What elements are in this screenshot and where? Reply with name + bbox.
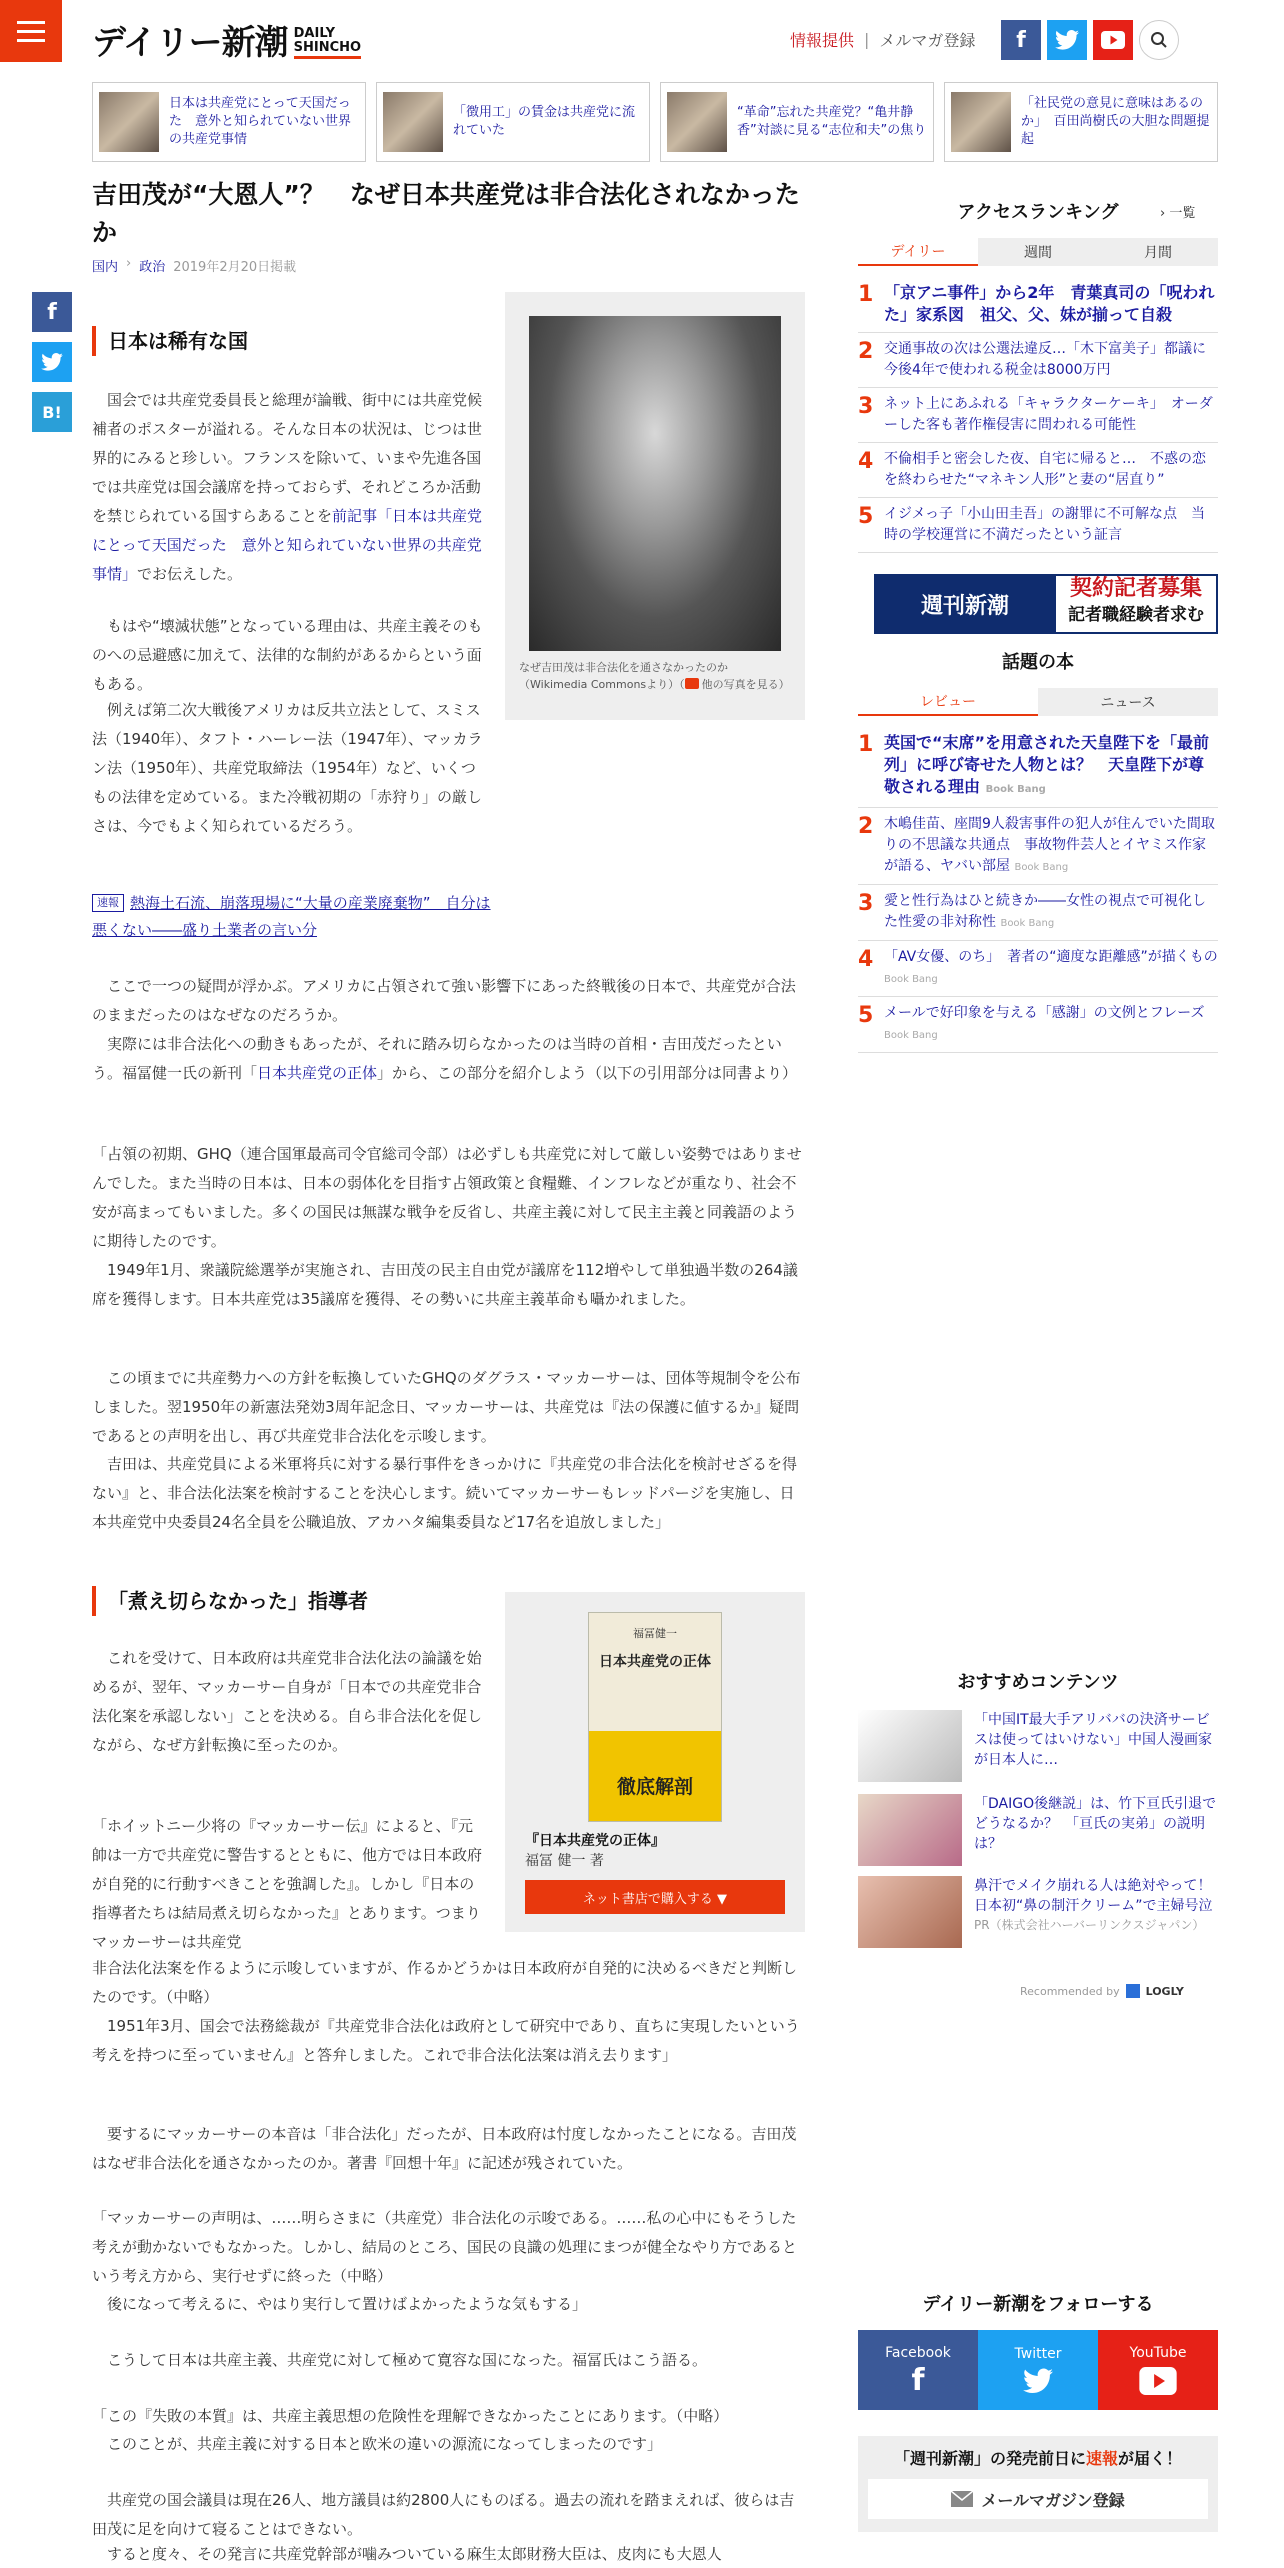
ranking-tabs — [858, 238, 1218, 266]
tab-weekly[interactable]: 週間 — [978, 238, 1098, 266]
book-name: 『日本共産党の正体』 — [525, 1833, 665, 1849]
card-title: 「社民党の意見に意味はあるのか」 百田尚樹氏の大胆な問題提起 — [1021, 96, 1210, 147]
recruit-banner[interactable]: 週刊新潮 契約記者募集 記者職経験者求む — [874, 574, 1218, 634]
book-item[interactable]: 4 「AV女優、のち」 著者の“適度な距離感”が描くもの Book Bang — [858, 941, 1218, 997]
article-paragraph: 要するにマッカーサーの本音は「非合法化」だったが、日本政府は忖度しなかったことになる。吉田茂はなぜ非合法化を通さなかったのか。著書『回想十年』に記述が残されていた。 — [92, 2125, 797, 2172]
youtube-icon[interactable] — [1093, 20, 1133, 60]
quote-paragraph: 「マッカーサーの声明は、……明らさまに（共産党）非合法化の示唆である。……私の心中にもそうした考えが動かないでもなかった。しかし、結局のところ、国民の良識の処理にまつが健全なやり方であるという考え方から、実行せずに終った（中略） — [92, 2209, 798, 2285]
prev-article-link[interactable]: 前記事「日本は共産党にとって天国だった 意外と知られていない世界の共産党事情」 — [92, 507, 483, 583]
mailmag-text: 「週刊新潮」の発売前日に速報が届く！ — [893, 2449, 1183, 2468]
book-item[interactable]: 5 メールで好印象を与える「感謝」の文例とフレーズ Book Bang — [858, 997, 1218, 1053]
section-heading: 「煮え切らなかった」指導者 — [92, 1586, 482, 1616]
twitter-icon[interactable] — [1047, 20, 1087, 60]
related-card[interactable] — [660, 82, 934, 162]
ranking-list — [858, 276, 1218, 553]
share-hatena-icon[interactable]: B! — [32, 392, 72, 432]
ranking-item[interactable]: 3 ネット上にあふれる「キャラクターケーキ」 オーダーした客も著作権侵害に問われる可能性 — [858, 388, 1218, 443]
tab-monthly[interactable]: 月間 — [1098, 238, 1218, 266]
quote-paragraph: 1949年1月、衆議院総選挙が実施され、吉田茂の民主自由党が議席を112増やして単独過半数の264議席を獲得します。日本共産党は35議席を獲得、その勢いに共産主義革命も囁かれました。 — [92, 1261, 798, 1308]
ranking-title: アクセスランキング — [957, 202, 1119, 223]
books-tabs — [858, 688, 1218, 716]
recommend-thumbnail — [858, 1876, 962, 1948]
quote-paragraph: 後になって考えるに、やはり実行して置けばよかったような気もする」 — [92, 2295, 588, 2313]
quote-paragraph: 吉田は、共産党員による米軍将兵に対する暴行事件をきっかけに『共産党の非合法化を検討せざるを得ない』と、非合法化法案を検討することを決心します。続いてマッカーサーもレッドパージを実施し、日本共産党中央委員24名全員を公職追放、アカハタ編集委員など17名を追放しました」 — [92, 1455, 798, 1531]
article-paragraph: もはや“壊滅状態”となっている理由は、共産主義そのものへの忌避感に加えて、法律的な制約があるからという面もある。 — [92, 617, 483, 693]
article-paragraph: すると度々、その発言に共産党幹部が噛みついている麻生太郎財務大臣は、皮肉にも大恩人 — [92, 2545, 722, 2563]
article-paragraph: 実際には非合法化への動きもあったが、それに踏み切らなかったのは当時の首相・吉田茂だったという。福冨健一氏の新刊「日本共産党の正体」から、この部分を紹介しよう（以下の引用部分は同書より） — [92, 1035, 798, 1082]
card-thumbnail — [383, 92, 443, 152]
youtube-icon — [1139, 2367, 1177, 2395]
breaking-news — [92, 890, 492, 944]
book-author: 福冨 健一 著 — [525, 1853, 604, 1869]
logo-text: デイリー新潮 — [92, 23, 288, 63]
photo-caption: なぜ吉田茂は非合法化を通さなかったのか（Wikimedia Commonsより）（ 他の写真を見る） — [519, 661, 790, 691]
quote-paragraph: このことが、共産主義に対する日本と欧米の違いの源流になってしまったのです」 — [92, 2435, 663, 2453]
book-cover[interactable]: 福冨健一 日本共産党の正体 徹底解剖 — [588, 1612, 722, 1822]
card-title: “革命”忘れた共産党？“亀井静香”対談に見る“志位和夫”の焦り — [737, 105, 927, 138]
mailmag-link[interactable]: メルマガ登録 — [879, 31, 976, 50]
share-twitter-icon[interactable] — [32, 342, 72, 382]
header-links — [790, 28, 975, 51]
card-thumbnail — [951, 92, 1011, 152]
quote-paragraph: この頃までに共産勢力への方針を転換していたGHQのダグラス・マッカーサーは、団体等規制令を公布しました。翌1950年の新憲法発効3周年記念日、マッカーサーは、共産党は『法の保護に値するか』疑問であるとの声明を出し、再び共産党非合法化を示唆します。 — [92, 1369, 801, 1445]
books-list — [858, 726, 1218, 1053]
book-link[interactable]: 日本共産党の正体 — [257, 1064, 378, 1082]
books-title: 話題の本 — [1002, 652, 1074, 673]
card-thumbnail — [667, 92, 727, 152]
article-paragraph: 共産党の国会議員は現在26人、地方議員は約2800人にものぼる。過去の流れを踏まえれば、彼らは吉田茂に足を向けて寝ることはできない。 — [92, 2491, 795, 2538]
recommend-item[interactable]: 「中国IT最大手アリババの決済サービスは使ってはいけない」中国人漫画家が日本人に… — [858, 1710, 1218, 1782]
site-logo[interactable] — [92, 22, 361, 64]
twitter-icon — [1023, 2368, 1053, 2394]
link-separator: | — [864, 30, 870, 49]
related-cards — [92, 82, 1218, 162]
logo-en: DAILY SHINCHO — [294, 27, 361, 59]
mail-icon — [951, 2491, 973, 2507]
recommend-thumbnail — [858, 1794, 962, 1866]
publish-date: 2019年2月20日掲載 — [173, 260, 297, 275]
tab-news[interactable]: ニュース — [1038, 688, 1218, 716]
facebook-icon: f — [911, 2363, 925, 2398]
ranking-more-link[interactable]: › 一覧 — [1160, 206, 1196, 221]
book-item[interactable]: 1 英国で“末席”を用意された天皇陛下を「最前列」に呼び寄せた人物とは？ 天皇陛下が尊敬される理由 Book Bang — [858, 726, 1218, 808]
follow-facebook-button[interactable]: Facebook f — [858, 2330, 978, 2410]
recommend-thumbnail — [858, 1710, 962, 1782]
menu-button[interactable] — [0, 0, 62, 62]
ranking-item[interactable]: 2 交通事故の次は公選法違反…「木下富美子」都議に今後4年で使われる税金は8000万円 — [858, 333, 1218, 388]
quote-paragraph: 1951年3月、国会で法務総裁が『共産党非合法化は政府として研究中であり、直ちに実現したいという考えを持つに至っていません』と答弁しました。これで非合法化法案は消え去ります」 — [92, 2017, 800, 2064]
card-title: 日本は共産党にとって天国だった 意外と知られていない世界の共産党事情 — [169, 96, 352, 147]
camera-icon[interactable] — [685, 678, 699, 689]
breaking-link[interactable]: 熱海土石流、崩落現場に“大量の産業廃棄物” 自分は悪くない――盛り土業者の言い分 — [92, 894, 491, 939]
quote-paragraph: 非合法化法案を作るように示唆していますが、作るかどうかは日本政府が自発的に決めるべきだと判断したのです。（中略） — [92, 1959, 798, 2006]
article-paragraph: こうして日本は共産主義、共産党に対して極めて寛容な国になった。福冨氏はこう語る。 — [92, 2351, 708, 2369]
logly-icon — [1126, 1984, 1140, 1998]
tab-review[interactable]: レビュー — [858, 688, 1038, 716]
book-block — [505, 1592, 805, 1932]
share-facebook-icon[interactable]: f — [32, 292, 72, 332]
facebook-icon[interactable]: f — [1001, 20, 1041, 60]
buy-button[interactable]: ネット書店で購入する ▼ — [525, 1880, 785, 1914]
book-item[interactable]: 2 木嶋佳苗、座間9人殺害事件の犯人が住んでいた間取りの不思議な共通点 事故物件芸人とイヤミス作家が語る、ヤバい部屋 Book Bang — [858, 808, 1218, 885]
follow-title: デイリー新潮をフォローする — [922, 2294, 1154, 2315]
ranking-item[interactable]: 1 「京アニ事件」から2年 青葉真司の「呪われた」家系図 祖父、父、妹が揃って自殺 — [858, 276, 1218, 333]
book-item[interactable]: 3 愛と性行為はひと続きか――女性の視点で可視化した性愛の非対称性 Book Bang — [858, 885, 1218, 941]
article-paragraph: 例えば第二次大戦後アメリカは反共立法として、スミス法（1940年）、タフト・ハーレー法（1947年）、マッカラン法（1950年）、共産党取締法（1954年）など、いくつもの法律を定めている。また冷戦初期の「赤狩り」の厳しさは、今でもよく知られているだろう。 — [92, 701, 483, 835]
article-paragraph: 国会では共産党委員長と総理が論戦、街中には共産党候補者のポスターが溢れる。そんな日本の状況は、じつは世界的にみると珍しい。フランスを除いて、いまや先進各国では共産党は国会議席を持っておらず、それどころか活動を禁じられている国すらあることを前記事「日本は共産党にとって天国だった 意外と知られていない世界の共産党事情」でお伝えした。 — [92, 391, 483, 583]
follow-twitter-button[interactable]: Twitter — [978, 2330, 1098, 2410]
photo-block[interactable] — [505, 292, 805, 720]
ranking-item[interactable]: 5 イジメっ子「小山田圭吾」の謝罪に不可解な点 当時の学校運営に不満だったという証言 — [858, 498, 1218, 553]
info-link[interactable]: 情報提供 — [790, 31, 855, 50]
article-paragraph: これを受けて、日本政府は共産党非合法化法の論議を始めるが、翌年、マッカーサー自身が「日本での共産党非合法化案を承認しない」ことを決める。自ら非合法化を促しながら、なぜ方針転換に至ったのか。 — [92, 1649, 483, 1754]
ranking-item[interactable]: 4 不倫相手と密会した夜、自宅に帰ると… 不惑の恋を終わらせた“マネキン人形”と妻の“居直り” — [858, 443, 1218, 498]
recommend-title: おすすめコンテンツ — [957, 1672, 1119, 1693]
follow-youtube-button[interactable]: YouTube — [1098, 2330, 1218, 2410]
card-thumbnail — [99, 92, 159, 152]
tab-daily[interactable]: デイリー — [858, 238, 978, 266]
breaking-badge: 速報 — [92, 894, 124, 912]
quote-paragraph: 「この『失敗の本質』は、共産主義思想の危険性を理解できなかったことにあります。（中略） — [92, 2407, 729, 2425]
yoshida-photo[interactable] — [529, 316, 781, 651]
mailmag-button[interactable]: メールマガジン登録 — [868, 2479, 1208, 2519]
related-card[interactable] — [92, 82, 366, 162]
article-paragraph: ここで一つの疑問が浮かぶ。アメリカに占領されて強い影響下にあった終戦後の日本で、共産党が合法のままだったのはなぜなのだろうか。 — [92, 977, 796, 1024]
quote-paragraph: 「占領の初期、GHQ（連合国軍最高司令官総司令部）は必ずしも共産党に対して厳しい姿勢ではありませんでした。また当時の日本は、日本の弱体化を目指す占領政策と食糧難、インフレなどが重なり、社会不安が高まってもいました。多くの国民は無謀な戦争を反省し、共産主義に対して民主主義と同義語のように期待したのです。 — [92, 1145, 802, 1250]
related-card[interactable] — [944, 82, 1218, 162]
follow-buttons — [858, 2330, 1218, 2410]
search-icon[interactable] — [1139, 20, 1179, 60]
logly-credit: Recommended by LOGLY — [1020, 1984, 1184, 1998]
section-heading: 日本は稀有な国 — [92, 326, 482, 356]
article-title: 吉田茂が“大恩人”？ なぜ日本共産党は非合法化されなかったか — [92, 180, 800, 247]
quote-paragraph: 「ホイットニー少将の『マッカーサー伝』によると、『元帥は一方で共産党に警告するとともに、他方では日本政府が自発的に行動すべきことを強調した』。しかし『日本の指導者たちは結局煮え切らなかった』とあります。つまりマッカーサーは共産党 — [92, 1817, 483, 1951]
crumb-politics[interactable]: 政治 — [139, 260, 166, 275]
recommend-item[interactable]: 鼻汗でメイク崩れる人は絶対やって！日本初“鼻の制汗クリーム”で主婦号泣 PR（株式会社ハーバーリンクスジャパン） — [858, 1876, 1218, 1948]
mailmag-box — [858, 2436, 1218, 2532]
recommend-item[interactable]: 「DAIGO後継説」は、竹下亘氏引退でどうなるか？ 「亘氏の実弟」の説明は？ — [858, 1794, 1218, 1866]
card-title: 「徴用工」の賃金は共産党に流れていた — [453, 105, 636, 138]
chevron-right-icon: › — [126, 256, 132, 271]
crumb-domestic[interactable]: 国内 — [92, 260, 119, 275]
breadcrumb — [92, 256, 296, 275]
related-card[interactable] — [376, 82, 650, 162]
